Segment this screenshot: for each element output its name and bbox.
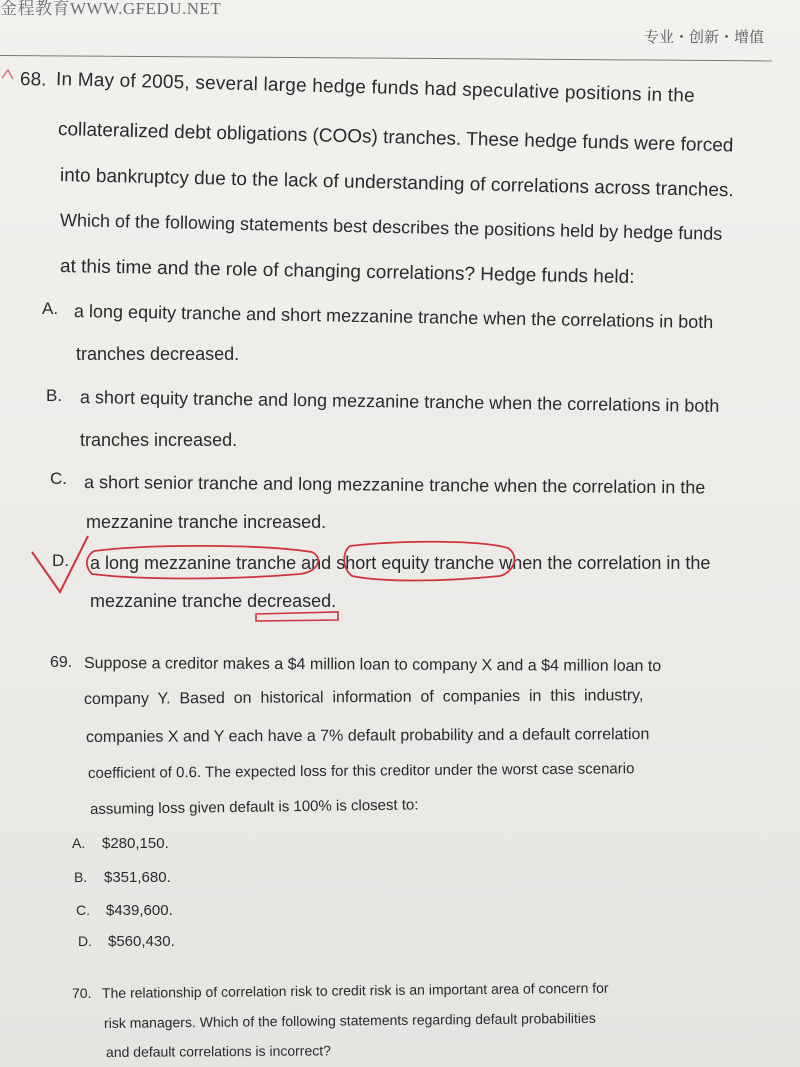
option-letter: C. [50,469,67,488]
option-letter: B. [74,869,88,885]
question-stem-line: companies X and Y each have a 7% default probability and a default correlation [85,726,650,746]
header-rule [0,55,772,61]
option-b-text: a short equity tranche and long mezzanine tranche when the correlations in both [79,387,720,416]
option-c-text: mezzanine tranche increased. [86,512,327,532]
question-number: 70. [72,985,92,1001]
question-stem-line: and default correlations is incorrect? [105,1042,331,1060]
question-stem-line: company Y. Based on historical information of companies in this industry, [83,687,644,708]
option-d-conjunction: and [296,553,337,573]
underline-decreased [256,612,338,621]
option-letter: D. [78,933,92,949]
option-letter: C. [76,902,90,918]
option-a-text: tranches decreased. [76,344,240,364]
option-d-text: $560,430. [108,933,175,950]
question-stem-line: assuming loss given default is 100% is closest to: [89,796,419,818]
option-a-text: a long equity tranche and short mezzanine tranche when the correlations in both [73,301,714,333]
question-stem-line: into bankruptcy due to the lack of understanding of correlations across tranches. [59,165,734,202]
option-letter: D. [52,551,69,570]
option-a-text: $280,150. [102,835,169,852]
question-stem-line: Which of the following statements best describes the positions held by hedge funds [59,210,723,244]
option-d-tail: when the correlation in the [494,553,711,573]
option-letter: A. [42,299,59,318]
option-b-text: tranches increased. [80,430,238,450]
pen-tick-mark [2,70,13,79]
question-stem-line: coefficient of 0.6. The expected loss for this creditor under the worst case scenario [87,760,635,782]
question-number: 68. [19,69,47,91]
question-stem-line: collateralized debt obligations (COOs) tranches. These hedge funds were forced [57,119,734,157]
option-d-text: mezzanine tranche decreased. [90,591,337,611]
question-stem-line: In May of 2005, several large hedge funds had speculative positions in the [55,69,696,107]
highlight-short-equity: short equity tranche [336,553,495,573]
question-stem-line: at this time and the role of changing correlations? Hedge funds held: [59,256,635,289]
question-number: 69. [50,654,73,671]
option-letter: B. [46,386,63,405]
question-stem-line: risk managers. Which of the following statements regarding default probabilities [103,1009,596,1031]
question-stem-line: The relationship of correlation risk to credit risk is an important area of concern for [101,979,609,1001]
option-c-text: a short senior tranche and long mezzanine tranche when the correlation in the [83,472,706,498]
option-d-text [90,554,710,572]
option-c-text: $439,600. [106,902,173,919]
option-letter: A. [72,835,86,851]
question-stem-line: Suppose a creditor makes a $4 million loan to company X and a $4 million loan to [83,655,662,676]
highlight-long-mezzanine: a long mezzanine tranche [90,553,297,573]
header-slogan: 专业・创新・增值 [643,28,764,46]
site-header: 金程教育WWW.GFEDU.NET [0,0,222,18]
option-b-text: $351,680. [104,869,171,886]
